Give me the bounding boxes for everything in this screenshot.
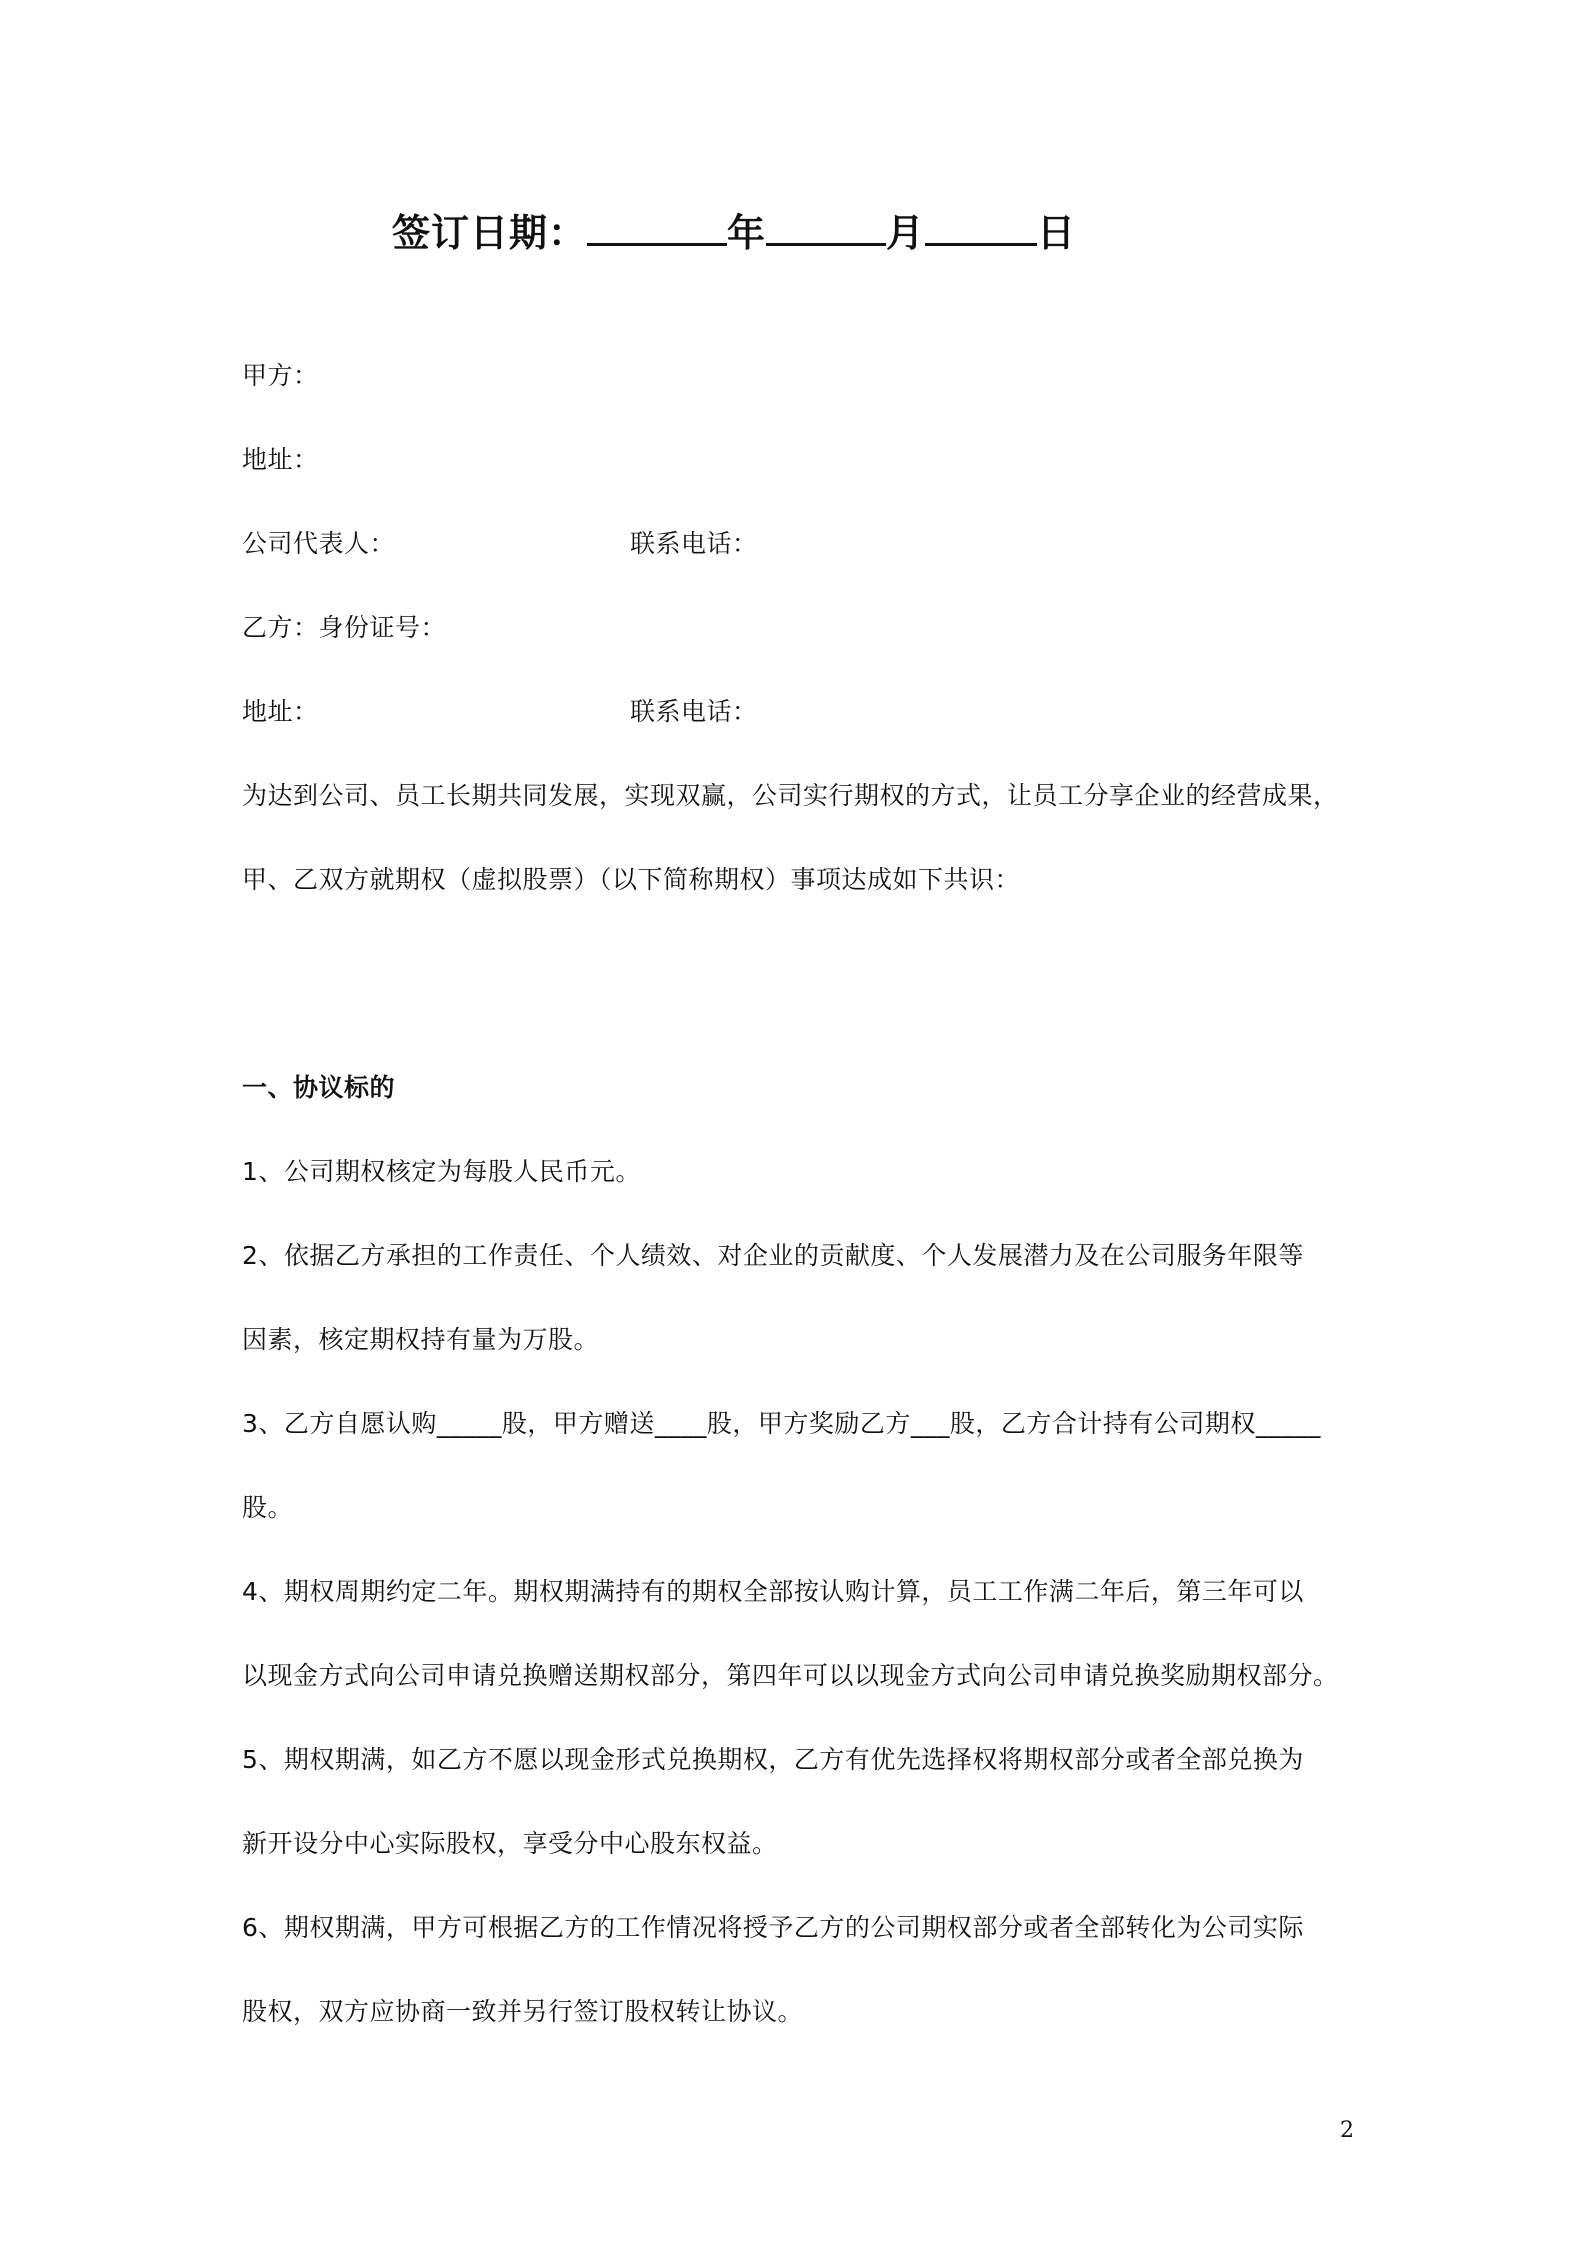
clause-line: 3、乙方自愿认购_____股，甲方赠送____股，甲方奖励乙方___股，乙方合计持有公司期权_____ <box>242 1409 1321 1438</box>
preamble-line: 甲、乙双方就期权（虚拟股票）（以下简称期权）事项达成如下共识： <box>242 865 1021 894</box>
year-label: 年 <box>727 211 767 255</box>
signing-date-line <box>392 202 1076 257</box>
clause-line: 6、期权期满，甲方可根据乙方的工作情况将授予乙方的公司期权部分或者全部转化为公司实际 <box>242 1913 1304 1942</box>
party-b-label: 乙方：身份证号： <box>242 613 447 642</box>
address-a-label: 地址： <box>242 445 319 474</box>
address-b-label: 地址： <box>242 697 319 726</box>
clause-line: 4、期权周期约定二年。期权期满持有的期权全部按认购计算，员工工作满二年后，第三年可以 <box>242 1577 1304 1606</box>
clause-line: 以现金方式向公司申请兑换赠送期权部分，第四年可以以现金方式向公司申请兑换奖励期权部分。 <box>242 1661 1339 1690</box>
phone-a-label: 联系电话： <box>630 529 758 558</box>
clause-line: 5、期权期满，如乙方不愿以现金形式兑换期权，乙方有优先选择权将期权部分或者全部兑换为 <box>242 1745 1304 1774</box>
section-heading: 一、协议标的 <box>242 1073 396 1102</box>
day-label: 日 <box>1037 211 1077 255</box>
phone-b-label: 联系电话： <box>630 697 758 726</box>
preamble-line: 为达到公司、员工长期共同发展，实现双赢，公司实行期权的方式，让员工分享企业的经营成果， <box>242 781 1339 810</box>
representative-label: 公司代表人： <box>242 529 396 558</box>
signing-date-label: 签订日期： <box>392 211 588 255</box>
month-blank <box>766 213 886 246</box>
year-blank <box>587 213 727 246</box>
page-number: 2 <box>1340 2118 1354 2143</box>
clause-line: 股权，双方应协商一致并另行签订股权转让协议。 <box>242 1997 804 2026</box>
day-blank <box>925 213 1037 246</box>
clause-line: 新开设分中心实际股权，享受分中心股东权益。 <box>242 1829 778 1858</box>
clause-line: 因素，核定期权持有量为万股。 <box>242 1325 600 1354</box>
clause-line: 2、依据乙方承担的工作责任、个人绩效、对企业的贡献度、个人发展潜力及在公司服务年限等 <box>242 1241 1304 1270</box>
clause-line: 股。 <box>242 1493 294 1522</box>
clause-line: 1、公司期权核定为每股人民币元。 <box>242 1157 641 1186</box>
party-a-label: 甲方： <box>242 361 319 390</box>
month-label: 月 <box>886 211 926 255</box>
